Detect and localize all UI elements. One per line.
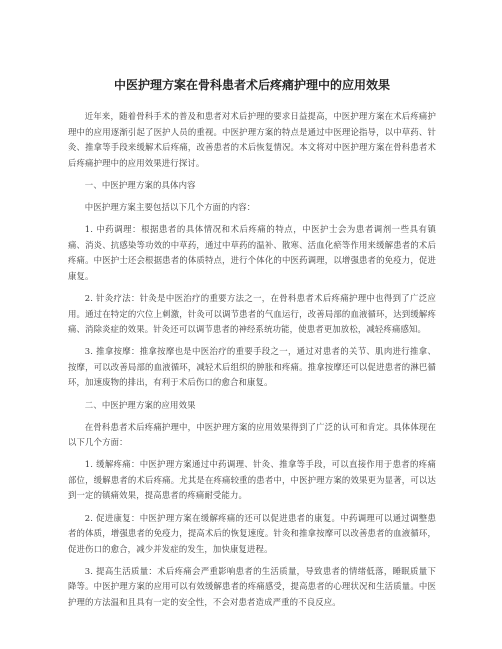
list-item-massage: 3. 推拿按摩：推拿按摩也是中医治疗的重要手段之一，通过对患者的关节、肌肉进行推拿、按摩，可以改善局部的血液循环，减轻术后组织的肿胀和疼痛。推拿按摩还可以促进患者的淋巴循环，加速废物的排出，有利于术后伤口的愈合和康复。 [68,346,436,388]
list-item-pain-relief: 1. 缓解疼痛：中医护理方案通过中药调理、针灸、推拿等手段，可以直接作用于患者的疼痛部位，缓解患者的术后疼痛。尤其是在疼痛较重的患者中，中医护理方案的效果更为显著，可以达到一定的镇痛效果，提高患者的疼痛耐受能力。 [68,459,436,501]
list-item-herbal: 1. 中药调理：根据患者的具体情况和术后疼痛的特点，中医护士会为患者调剂一些具有镇痛、消炎、抗感染等功效的中草药，通过中草药的温补、散寒、活血化瘀等作用来缓解患者的术后疼痛。中医护士还会根据患者的体质特点，进行个体化的中医药调理，以增强患者的免疫力，促进康复。 [68,224,436,281]
section-lead-paragraph: 中医护理方案主要包括以下几个方面的内容： [84,201,256,212]
section-lead-paragraph-effects: 在骨科患者术后疼痛护理中，中医护理方案的应用效果得到了广泛的认可和肯定。具体体现在以下几个方面： [68,421,436,448]
list-item-recovery: 2. 促进康复：中医护理方案在缓解疼痛的还可以促进患者的康复。中药调理可以通过调整患者的体质，增强患者的免疫力，提高术后的恢复速度。针灸和推拿按摩可以改善患者的血液循环，促进伤口的愈合，减少并发症的发生，加快康复进程。 [68,512,436,554]
document-title: 中医护理方案在骨科患者术后疼痛护理中的应用效果 [113,78,390,92]
list-item-quality-of-life: 3. 提高生活质量：术后疼痛会严重影响患者的生活质量，导致患者的情绪低落，睡眠质量下降等。中医护理方案的应用可以有效缓解患者的疼痛感受，提高患者的心理状况和生活质量。中医护理的方法温和且具有一定的安全性，不会对患者造成严重的不良反应。 [68,565,436,608]
intro-paragraph: 近年来，随着骨科手术的普及和患者对术后护理的要求日益提高，中医护理方案在术后疼痛护理中的应用逐渐引起了医护人员的重视。中医护理方案的特点是通过中医理论指导，以中草药、针灸、推拿等手段来缓解术后疼痛，改善患者的术后恢复情况。本文将对中医护理方案在骨科患者术后疼痛护理中的应用效果进行探讨。 [68,111,436,168]
section-heading-content: 一、中医护理方案的具体内容 [84,179,196,190]
list-item-acupuncture: 2. 针灸疗法：针灸是中医治疗的重要方法之一，在骨科患者术后疼痛护理中也得到了广泛应用。通过在特定的穴位上刺激，针灸可以调节患者的气血运行，改善局部的血液循环，达到缓解疼痛、消除炎症的效果。针灸还可以调节患者的神经系统功能，使患者更加放松，减轻疼痛感知。 [68,292,436,335]
section-heading-effects: 二、中医护理方案的应用效果 [84,399,196,410]
